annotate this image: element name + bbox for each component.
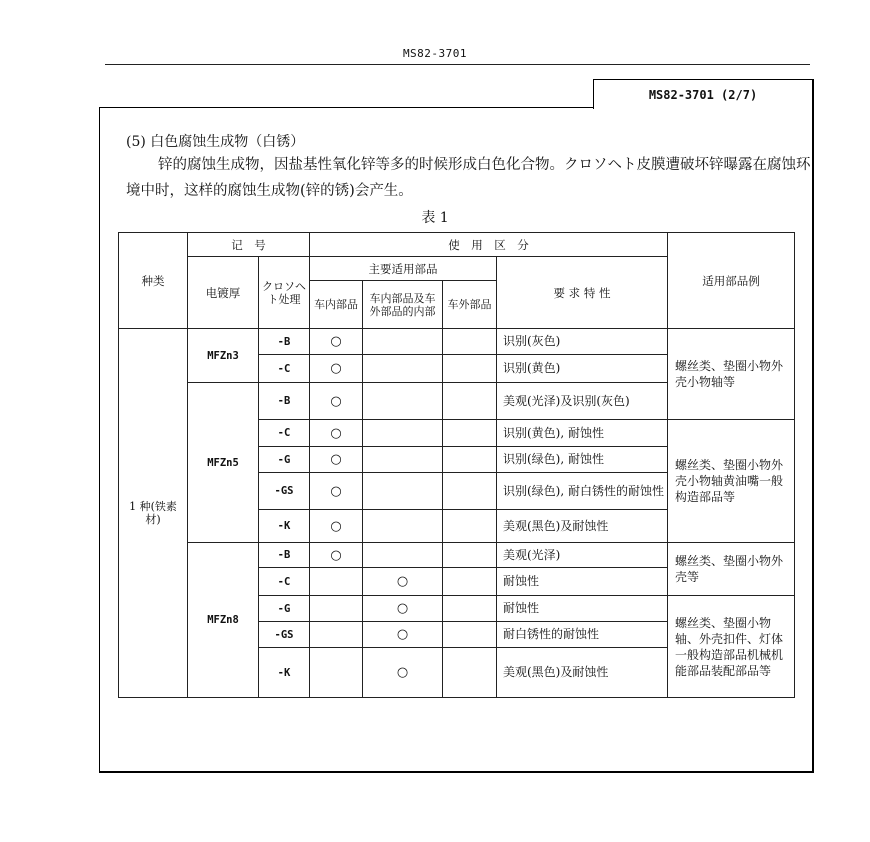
outside-mark: [443, 622, 497, 648]
header-outside: 车外部品: [443, 281, 497, 329]
code-cell: -B: [259, 329, 310, 355]
requirement-cell: 识别(黄色), 耐蚀性: [497, 420, 668, 447]
inside-mark: [310, 622, 363, 648]
section-heading: (5) 白色腐蚀生成物（白锈）: [126, 134, 305, 150]
outside-mark: [443, 420, 497, 447]
examples-cell: 螺丝类、垫圈小物外壳等: [668, 543, 795, 596]
requirement-cell: 美观(光泽)及识别(灰色): [497, 383, 668, 420]
requirement-cell: 识别(绿色), 耐蚀性: [497, 447, 668, 473]
requirement-cell: 识别(黄色): [497, 355, 668, 383]
inside-mark: ○: [310, 355, 363, 383]
outside-mark: [443, 355, 497, 383]
inside-outside-mark: [363, 510, 443, 543]
inside-outside-mark: [363, 543, 443, 568]
header-plating: 电镀厚: [188, 257, 259, 329]
header-examples: 适用部品例: [668, 233, 795, 329]
code-cell: -K: [259, 510, 310, 543]
inside-outside-mark: [363, 329, 443, 355]
requirement-cell: 识别(绿色), 耐白锈性的耐蚀性: [497, 473, 668, 510]
requirement-cell: 耐白锈性的耐蚀性: [497, 622, 668, 648]
inside-outside-mark: ○: [363, 622, 443, 648]
inside-outside-mark: ○: [363, 648, 443, 698]
table-title: 表 1: [421, 210, 449, 226]
plating-cell: MFZn3: [188, 329, 259, 383]
inside-mark: ○: [310, 383, 363, 420]
inside-mark: ○: [310, 329, 363, 355]
code-cell: -GS: [259, 622, 310, 648]
kind-cell: 1 种(铁素材): [119, 329, 188, 698]
plating-cell: MFZn5: [188, 383, 259, 543]
inside-mark: ○: [310, 473, 363, 510]
plating-table: [118, 232, 795, 698]
inside-mark: ○: [310, 420, 363, 447]
requirement-cell: 美观(黑色)及耐蚀性: [497, 510, 668, 543]
inside-mark: [310, 648, 363, 698]
code-cell: -G: [259, 447, 310, 473]
header-inside: 车内部品: [310, 281, 363, 329]
examples-cell: 螺丝类、垫圈小物轴、外壳扣件、灯体一般构造部品机械机能部品装配部品等: [668, 596, 795, 698]
requirement-cell: 耐蚀性: [497, 568, 668, 596]
outside-mark: [443, 383, 497, 420]
header-rule: [105, 64, 810, 65]
requirement-cell: 美观(黑色)及耐蚀性: [497, 648, 668, 698]
inside-outside-mark: [363, 473, 443, 510]
doc-code-header: MS82-3701: [402, 47, 468, 60]
requirement-cell: 美观(光泽): [497, 543, 668, 568]
inside-mark: ○: [310, 543, 363, 568]
header-chromate: クロソヘト处理: [259, 257, 310, 329]
inside-outside-mark: [363, 383, 443, 420]
examples-cell: 螺丝类、垫圈小物外壳小物轴等: [668, 329, 795, 420]
code-cell: -K: [259, 648, 310, 698]
outside-mark: [443, 648, 497, 698]
code-cell: -C: [259, 420, 310, 447]
outside-mark: [443, 447, 497, 473]
header-requirements: 要 求 特 性: [497, 257, 668, 329]
code-cell: -C: [259, 355, 310, 383]
inside-outside-mark: [363, 420, 443, 447]
inside-outside-mark: [363, 447, 443, 473]
page-number-tag: MS82-3701 (2/7): [593, 79, 814, 109]
requirement-cell: 耐蚀性: [497, 596, 668, 622]
section-paragraph: [126, 152, 811, 204]
header-inside-outside: 车内部品及车外部品的内部: [363, 281, 443, 329]
outside-mark: [443, 568, 497, 596]
examples-cell: 螺丝类、垫圈小物外壳小物轴黄油嘴一般构造部品等: [668, 420, 795, 543]
inside-mark: [310, 596, 363, 622]
outside-mark: [443, 510, 497, 543]
header-main-parts: 主要适用部品: [310, 257, 497, 281]
code-cell: -C: [259, 568, 310, 596]
header-kind: 种类: [119, 233, 188, 329]
outside-mark: [443, 596, 497, 622]
outside-mark: [443, 329, 497, 355]
inside-outside-mark: [363, 355, 443, 383]
code-cell: -B: [259, 383, 310, 420]
requirement-cell: 识别(灰色): [497, 329, 668, 355]
paragraph-text: 锌的腐蚀生成物，因盐基性氧化锌等多的时候形成白色化合物。クロソヘト皮膜遭破坏锌曝露在腐蚀环境中时，这样的腐蚀生成物(锌的锈)会产生。: [126, 157, 811, 199]
inside-mark: ○: [310, 510, 363, 543]
code-cell: -G: [259, 596, 310, 622]
header-symbol: 记 号: [188, 233, 310, 257]
header-usage: 使 用 区 分: [310, 233, 668, 257]
code-cell: -GS: [259, 473, 310, 510]
inside-outside-mark: ○: [363, 596, 443, 622]
outside-mark: [443, 543, 497, 568]
inside-mark: ○: [310, 447, 363, 473]
inside-mark: [310, 568, 363, 596]
inside-outside-mark: ○: [363, 568, 443, 596]
code-cell: -B: [259, 543, 310, 568]
plating-cell: MFZn8: [188, 543, 259, 698]
outside-mark: [443, 473, 497, 510]
